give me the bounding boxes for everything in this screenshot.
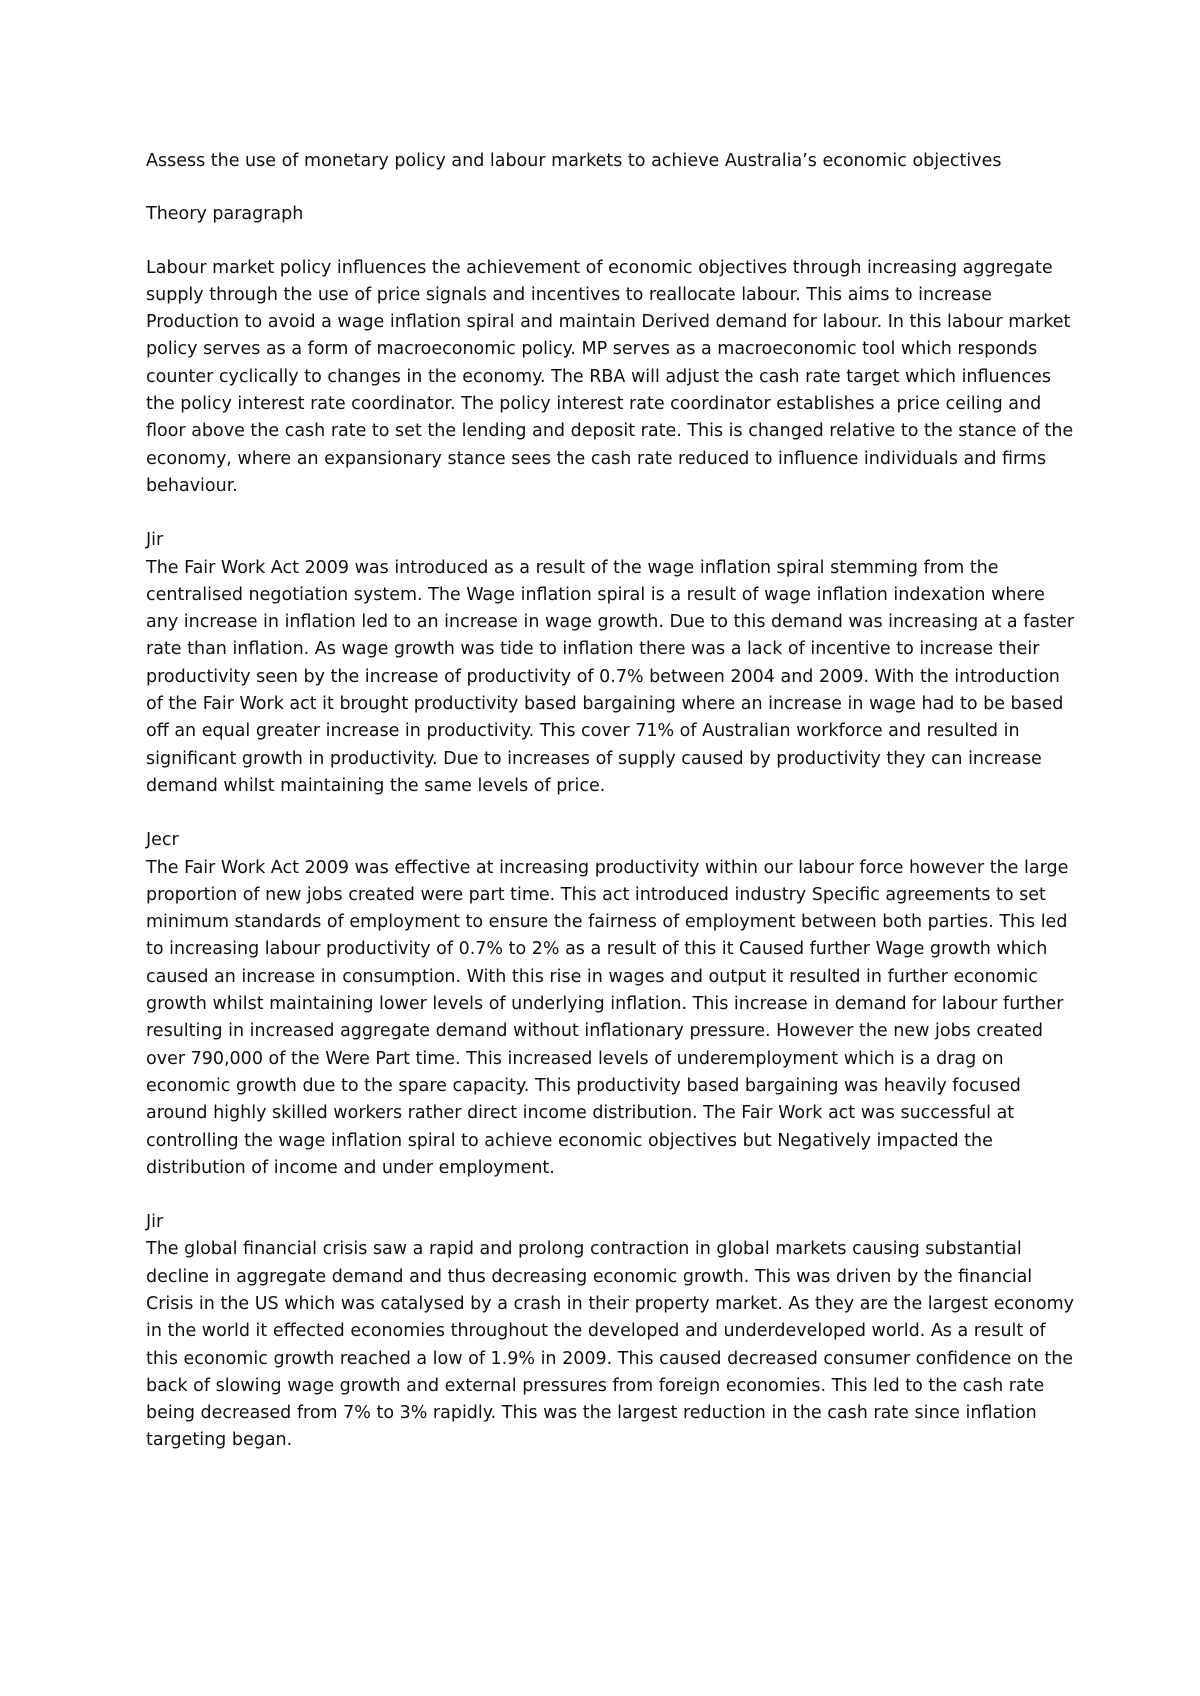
section-label: Jir — [146, 1212, 164, 1233]
section-body: The Fair Work Act 2009 was effective at increasing productivity within our labour force however the large proportion of new jobs created were part time. This act introduced industry Specific agreements to set minimum standards of employment to ensure the fairness of employment between both parties. This led to increasing labour productivity of 0.7% to 2% as a result of this it Caused further Wage growth which caused an increase in consumption. With this rise in wages and output it resulted in further economic growth whilst maintaining lower levels of underlying inflation. This increase in demand for labour further resulting in increased aggregate demand without inflationary pressure. However the new jobs created over 790,000 of the Were Part time. This increased levels of underemployment which is a drag on economic growth due to the spare capacity. This productivity based bargaining was heavily focused around highly skilled workers rather direct income distribution. The Fair Work act was successful at controlling the wage inflation spiral to achieve economic objectives but Negatively impacted the distribution of income and under employment. — [146, 857, 1069, 1178]
section-label: Jir — [146, 530, 164, 551]
section-jir-1 — [146, 527, 1076, 800]
section-jir-2 — [146, 1209, 1076, 1455]
section-label: Jecr — [146, 830, 179, 851]
section-body: The Fair Work Act 2009 was introduced as a result of the wage inflation spiral stemming from the centralised negotiation system. The Wage inflation spiral is a result of wage inflation indexation where any increase in inflation led to an increase in wage growth. Due to this demand was increasing at a faster rate than inflation. As wage growth was tide to inflation there was a lack of incentive to increase their productivity seen by the increase of productivity of 0.7% between 2004 and 2009. With the introduction of the Fair Work act it brought productivity based bargaining where an increase in wage had to be based off an equal greater increase in productivity. This cover 71% of Australian workforce and resulted in significant growth in productivity. Due to increases of supply caused by productivity they can increase demand whilst maintaining the same levels of price. — [146, 557, 1075, 796]
theory-paragraph: Labour market policy influences the achievement of economic objectives through increasing aggregate supply through the use of price signals and incentives to reallocate labour. This aims to increase Production to avoid a wage inflation spiral and maintain Derived demand for labour. In this labour market policy serves as a form of macroeconomic policy. MP serves as a macroeconomic tool which responds counter cyclically to changes in the economy. The RBA will adjust the cash rate target which influences the policy interest rate coordinator. The policy interest rate coordinator establishes a price ceiling and floor above the cash rate to set the lending and deposit rate. This is changed relative to the stance of the economy, where an expansionary stance sees the cash rate reduced to influence individuals and firms behaviour. — [146, 257, 1074, 496]
document-title: Assess the use of monetary policy and labour markets to achieve Australia’s economic objectives — [146, 151, 1002, 171]
theory-heading: Theory paragraph — [146, 204, 304, 225]
document-page — [146, 148, 1076, 1482]
section-jecr — [146, 827, 1076, 1182]
section-body: The global financial crisis saw a rapid and prolong contraction in global markets causing substantial decline in aggregate demand and thus decreasing economic growth. This was driven by the financial Crisis in the US which was catalysed by a crash in their property market. As they are the largest economy in the world it effected economies throughout the developed and underdeveloped world. As a result of this economic growth reached a low of 1.9% in 2009. This caused decreased consumer confidence on the back of slowing wage growth and external pressures from foreign economies. This led to the cash rate being decreased from 7% to 3% rapidly. This was the largest reduction in the cash rate since inflation targeting began. — [146, 1239, 1074, 1451]
